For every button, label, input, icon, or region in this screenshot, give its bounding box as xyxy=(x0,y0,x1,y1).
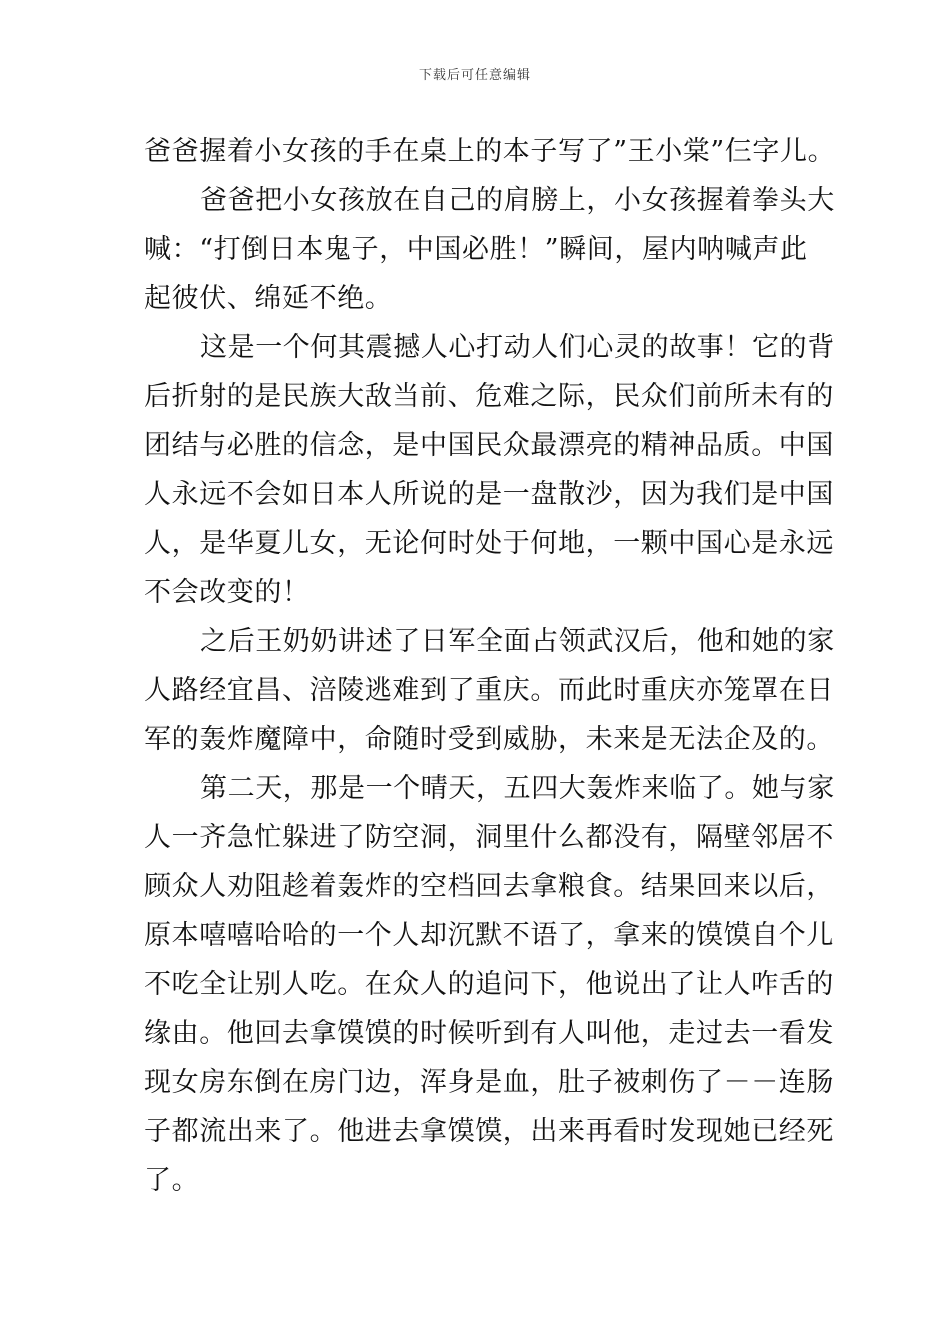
text-line: 原本嘻嘻哈哈的一个人却沉默不语了，拿来的馍馍自个儿 xyxy=(144,920,834,951)
text-line: 不吃全让别人吃。在众人的追问下，他说出了让人咋舌的 xyxy=(144,969,834,1000)
paragraph-start-line: 第二天，那是一个晴天，五四大轰炸来临了。她与家 xyxy=(200,773,835,804)
text-line: 人路经宜昌、涪陵逃难到了重庆。而此时重庆亦笼罩在日 xyxy=(144,675,834,706)
paragraph-start-line: 之后王奶奶讲述了日军全面占领武汉后，他和她的家 xyxy=(200,626,835,657)
text-line: 人一齐急忙躲进了防空洞，洞里什么都没有，隔壁邻居不 xyxy=(144,822,834,853)
text-line: 喊：“打倒日本鬼子，中国必胜！”瞬间，屋内呐喊声此 xyxy=(144,234,808,265)
body-text xyxy=(144,127,836,1205)
text-line: 军的轰炸魔障中，命随时受到威胁，未来是无法企及的。 xyxy=(144,724,834,755)
text-line: 了。 xyxy=(144,1165,200,1196)
paragraph-start-line: 爸爸把小女孩放在自己的肩膀上，小女孩握着拳头大 xyxy=(200,185,835,216)
text-line: 子都流出来了。他进去拿馍馍，出来再看时发现她已经死 xyxy=(144,1116,834,1147)
text-line: 起彼伏、绵延不绝。 xyxy=(144,283,393,314)
text-line: 现女房东倒在房门边，浑身是血，肚子被刺伤了－－连肠 xyxy=(144,1067,834,1098)
paragraph-start-line: 这是一个何其震撼人心打动人们心灵的故事！它的背 xyxy=(200,332,835,363)
text-line: 人永远不会如日本人所说的是一盘散沙，因为我们是中国 xyxy=(144,479,834,510)
text-line: 顾众人劝阻趁着轰炸的空档回去拿粮食。结果回来以后， xyxy=(144,871,834,902)
text-line: 后折射的是民族大敌当前、危难之际，民众们前所未有的 xyxy=(144,381,834,412)
text-line: 团结与必胜的信念，是中国民众最漂亮的精神品质。中国 xyxy=(144,430,834,461)
page-header: 下载后可任意编辑 xyxy=(418,68,531,83)
text-line: 不会改变的！ xyxy=(144,577,310,608)
text-line: 缘由。他回去拿馍馍的时候听到有人叫他，走过去一看发 xyxy=(144,1018,834,1049)
text-line: 爸爸握着小女孩的手在桌上的本子写了”王小棠”仨字儿。 xyxy=(144,136,836,167)
text-line: 人，是华夏儿女，无论何时处于何地，一颗中国心是永远 xyxy=(144,528,834,559)
